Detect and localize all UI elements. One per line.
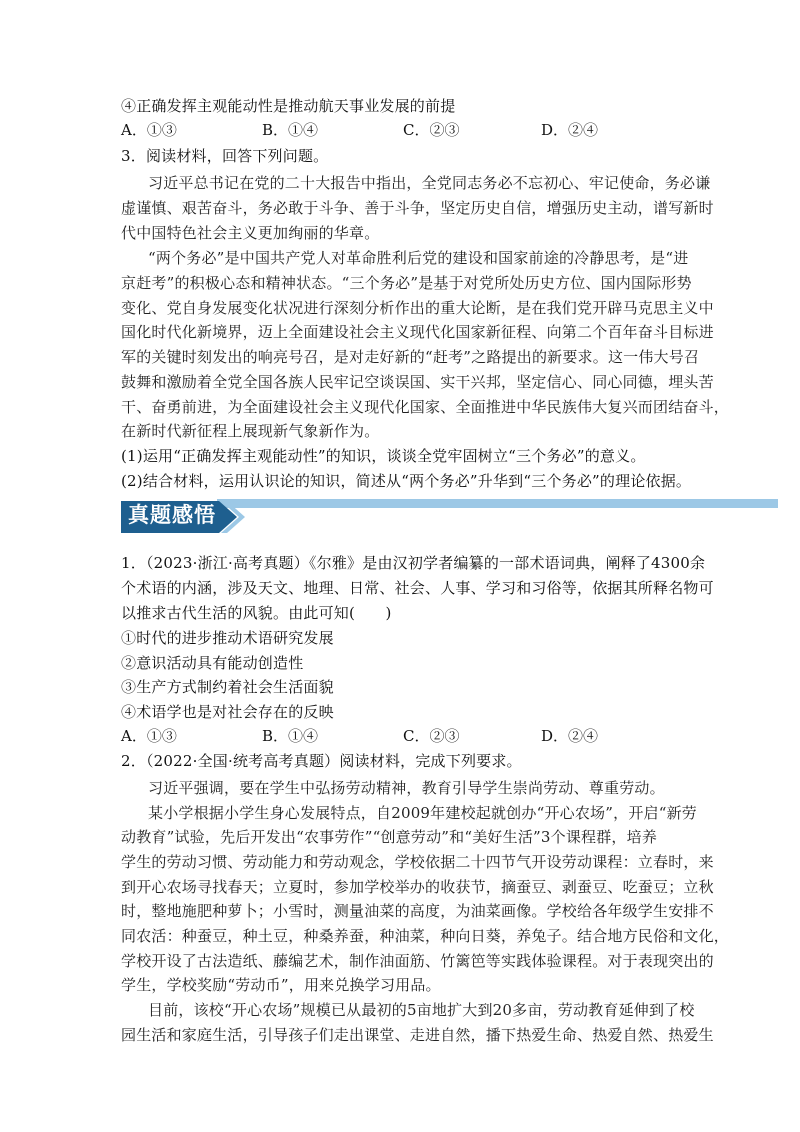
question-3-stem: 3．阅读材料，回答下列问题。 <box>121 147 329 165</box>
r2-paragraph-2-line: 某小学根据小学生身心发展特点，自2009年建校起就创办“开心农场”，开启“新劳 <box>148 804 697 822</box>
option-a: A．①③ <box>121 121 177 139</box>
section-title: 真题感悟 <box>128 503 216 527</box>
real-question-1-item: ①时代的进步推动术语研究发展 <box>121 629 334 647</box>
q3-paragraph-2-line: “两个务必”是中国共产党人对革命胜利后党的建设和国家前途的冷静思考，是“进 <box>148 249 689 267</box>
q3-paragraph-2-line: 变化、党自身发展变化状况进行深刻分析作出的重大论断，是在我们党开辟马克思主义中 <box>121 299 714 317</box>
q3-paragraph-2-line: 国化时代化新境界，迈上全面建设社会主义现代化国家新征程、向第二个百年奋斗目标进 <box>121 323 714 341</box>
r2-paragraph-2-line: 学生，学校奖励“劳动币”，用来兑换学习用品。 <box>121 976 441 994</box>
real-question-1-item: ②意识活动具有能动创造性 <box>121 654 304 672</box>
option-c: C．②③ <box>403 121 460 139</box>
option-d: D．②④ <box>541 727 599 745</box>
r2-paragraph-2-line: 动教育”试验，先后开发出“农事劳作”“创意劳动”和“美好生活”3个课程群，培养 <box>121 828 658 846</box>
banner-graphic <box>121 496 778 536</box>
real-question-1-options <box>121 726 721 746</box>
r2-paragraph-3-line: 目前，该校“开心农场”规模已从最初的5亩地扩大到20多亩，劳动教育延伸到了校 <box>148 1001 695 1019</box>
q3-paragraph-2-line: 鼓舞和激励着全党全国各族人民牢记空谈误国、实干兴邦，坚定信心、同心同德，埋头苦 <box>121 373 714 391</box>
real-question-1-stem-line: 以推求古代生活的风貌。由此可知( ) <box>121 604 392 622</box>
r2-paragraph-1: 习近平强调，要在学生中弘扬劳动精神，教育引导学生崇尚劳动、尊重劳动。 <box>148 779 665 797</box>
q3-paragraph-1-line: 虚谨慎、艰苦奋斗，务必敢于斗争、善于斗争，坚定历史自信，增强历史主动，谱写新时 <box>121 199 714 217</box>
option-b: B．①④ <box>262 727 319 745</box>
q3-paragraph-2-line: 干、奋勇前进，为全面建设社会主义现代化国家、全面推进中华民族伟大复兴而团结奋斗， <box>121 398 730 416</box>
prev-question-options <box>121 120 721 140</box>
r2-paragraph-2-line: 学校开设了古法造纸、藤编艺术，制作油面筋、竹篱笆等实践体验课程。对于表现突出的 <box>121 952 714 970</box>
q3-paragraph-2-line: 军的关键时刻发出的响亮号召，是对走好新的“赶考”之路提出的新要求。这一伟大号召 <box>121 348 700 366</box>
r2-paragraph-2-line: 同农活：种蚕豆，种土豆，种桑养蚕，种油菜，种向日葵，养兔子。结合地方民俗和文化， <box>121 927 730 945</box>
q3-sub-question-2: (2)结合材料，运用认识论的知识，简述从“两个务必”升华到“三个务必”的理论依据。 <box>121 472 692 490</box>
q3-sub-question-1: (1)运用“正确发挥主观能动性”的知识，谈谈全党牢固树立“三个务必”的意义。 <box>121 447 646 465</box>
section-banner <box>121 496 778 536</box>
q3-paragraph-1-line: 代中国特色社会主义更加绚丽的华章。 <box>121 224 380 242</box>
q3-paragraph-2-line: 在新时代新征程上展现新气象新作为。 <box>121 422 380 440</box>
r2-paragraph-2-line: 到开心农场寻找春天；立夏时，参加学校举办的收获节，摘蚕豆、剥蚕豆、吃蚕豆；立秋 <box>121 878 714 896</box>
r2-paragraph-2-line: 时，整地施肥种萝卜；小雪时，测量油菜的高度，为油菜画像。学校给各年级学生安排不 <box>121 902 714 920</box>
option-c: C．②③ <box>403 727 460 745</box>
r2-paragraph-2-line: 学生的劳动习惯、劳动能力和劳动观念，学校依据二十四节气开设劳动课程：立春时，来 <box>121 853 714 871</box>
q3-paragraph-1-line: 习近平总书记在党的二十大报告中指出，全党同志务必不忘初心、牢记使命，务必谦 <box>148 174 711 192</box>
option-b: B．①④ <box>262 121 319 139</box>
real-question-1-item: ④术语学也是对社会存在的反映 <box>121 703 334 721</box>
option-a: A．①③ <box>121 727 177 745</box>
banner-stripe <box>217 499 778 508</box>
real-question-1-item: ③生产方式制约着社会生活面貌 <box>121 678 334 696</box>
real-question-1-stem-line: 个术语的内涵，涉及天文、地理、日常、社会、人事、学习和习俗等，依据其所释名物可 <box>121 579 714 597</box>
q3-paragraph-2-line: 京赶考”的积极心态和精神状态。“三个务必”是基于对党所处历史方位、国内国际形势 <box>121 274 692 292</box>
real-question-2-stem: 2．（2022·全国·统考高考真题）阅读材料，完成下列要求。 <box>121 752 522 770</box>
real-question-1-stem-line: 1．（2023·浙江·高考真题）《尔雅》是由汉初学者编纂的一部术语词典，阐释了4300余 <box>121 554 706 572</box>
r2-paragraph-3-line: 园生活和家庭生活，引导孩子们走出课堂、走进自然，播下热爱生命、热爱自然、热爱生 <box>121 1026 714 1044</box>
option-d: D．②④ <box>541 121 599 139</box>
prev-question-item-4: ④正确发挥主观能动性是推动航天事业发展的前提 <box>121 97 456 115</box>
